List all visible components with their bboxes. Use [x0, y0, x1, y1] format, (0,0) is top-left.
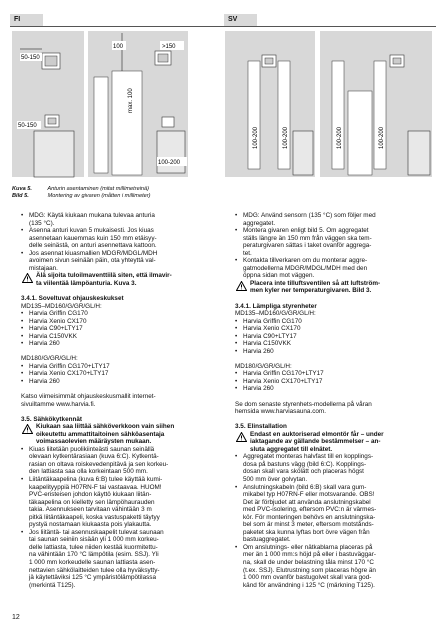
fig2-dim-a: 100	[113, 44, 124, 50]
bullet-item	[21, 227, 227, 250]
text-line: delle lattiasta, tulee niiden kestää kuormitettu-	[29, 543, 158, 551]
lang-tab-sv	[224, 14, 257, 26]
text-line: • Anslutningskabeln (bild 6:B) skall vara gum-	[243, 483, 367, 491]
section-heading: 3.4.1. Lämpliga styrenheter	[235, 302, 317, 310]
fig2-dim-c: >150	[162, 44, 176, 50]
text-line: 500 mm över golvytan.	[243, 475, 308, 483]
bullet-item	[235, 257, 441, 280]
text-line: voimassaolevien määräysten mukaan.	[36, 438, 152, 446]
text-line: täkaapelina on kielletty sen lämpöhaurauden	[29, 498, 155, 506]
model-item: • Harvia Griffin CG170+LTY17	[235, 370, 441, 378]
text-line: paketet ska kunna lyftas bort övre vägen från	[243, 528, 370, 536]
model-item: • Harvia Xenio CX170	[21, 318, 227, 326]
text-line: kaapelityyppiä H07RN-F tai vastaavaa. HUOM!	[29, 483, 162, 491]
bullet-item	[235, 212, 441, 227]
bullet-list	[21, 212, 227, 272]
text-line: mikabel typ H07RN-F eller motsvarande. OBS!	[243, 491, 375, 499]
fig3-dim-a: 100-200	[253, 126, 259, 149]
text-line: • Montera givaren enligt bild 5. Om aggregatet	[243, 227, 369, 235]
spacer	[21, 385, 227, 393]
warning-icon	[22, 424, 33, 434]
page-number: 12	[12, 614, 20, 621]
text-line: peraturgivaren sättas i taket ovanför aggrega-	[243, 242, 372, 250]
model-item: • Harvia C150VKK	[21, 333, 227, 341]
fig2-dim-d: 100-200	[158, 160, 181, 166]
text-line: • Jos asennat kiuasmallien MDGR/MDGL/MDH	[29, 249, 158, 257]
text-line: med PVC-isolering, eftersom PVC:n är värmes-	[243, 506, 377, 514]
bullet-item	[21, 476, 227, 529]
model-item: • Harvia C90+LTY17	[21, 325, 227, 333]
text-line: na vähintään 170 °C lämpötila (esim. SSJ). Yli	[29, 551, 159, 559]
spacer	[21, 287, 227, 295]
text-line: aggregatet.	[243, 219, 276, 227]
text-line: dosan skall vara skölätt och placeras högst	[243, 468, 364, 476]
model-item: • Harvia 260	[21, 378, 227, 386]
bullet-item	[235, 453, 441, 483]
text-line: Älä sijoita tuloilmaventtiilä siten, että ilmavir-	[36, 272, 172, 280]
bullet-item	[235, 227, 441, 257]
text-line: mer än 1 000 mm:s höjd på eller i bastuväggar-	[243, 551, 376, 559]
model-item: • Harvia 260	[21, 340, 227, 348]
text-line: nettavien sähkölaitteiden tulee olla hyväksytty-	[29, 566, 160, 574]
figure-panel-1	[12, 31, 84, 177]
figure-panel-4	[320, 31, 432, 177]
bullet-list	[235, 212, 441, 280]
warning-icon	[236, 281, 247, 291]
lang-label-sv: SV	[228, 16, 238, 23]
bullet-item	[21, 212, 227, 227]
model-list	[235, 318, 441, 356]
section-heading: 3.5. Elinstallation	[235, 423, 287, 431]
text-line: bastuaggregatet.	[243, 536, 291, 544]
swedish-column	[235, 212, 441, 589]
bullet-list-2	[235, 453, 441, 589]
text-line: • Aggregatet monteras halvfast till en kopplings-	[243, 453, 374, 461]
text-line: ta viilentää lämpöanturia. Kuva 3.	[36, 279, 137, 287]
lang-tab-fi	[10, 14, 43, 26]
model-item: • Harvia C150VKK	[235, 340, 441, 348]
bullet-item	[21, 446, 227, 476]
caption-sv-label: Bild 5.	[12, 193, 29, 199]
website-note	[21, 393, 227, 408]
model-item: • Harvia Griffin CG170	[235, 318, 441, 326]
text-line: PVC-eristeisen johdon käyttö kiukaan liitän-	[29, 491, 152, 499]
text-line: • Kontakta tillverkaren om du monterar aggre-	[243, 257, 368, 265]
section-heading: 3.5. Sähkökytkennät	[21, 415, 82, 423]
models-heading-2: MD180/G/GR/GL/H:	[235, 362, 292, 370]
finnish-column	[21, 212, 227, 589]
text-line: rasian on oltava roiskevedenpitävä ja sen korkeu-	[29, 460, 169, 468]
model-item: • Harvia Xenio CX170	[235, 325, 441, 333]
fig1-dim-b: 50-150	[18, 123, 37, 129]
text-line: pitkä liitäntäkaapeli, koska vastuspaketti täytyy	[29, 513, 160, 521]
text-line: kör. För monteringen behövs en anslutningska-	[243, 513, 376, 521]
text-line: olevaan kytkentärasiaan (kuva 6:C). Kytkentä-	[29, 453, 159, 461]
text-line: (135 °C).	[29, 219, 55, 227]
text-line: ställs längre än 150 mm från väggen ska tem-	[243, 234, 372, 242]
text-line: Se dom senaste styrenhets-modellerna på våran	[235, 400, 372, 408]
figure-panel-2	[88, 31, 188, 177]
text-line: • Asenna anturi kuvan 5 mukaisesti. Jos kiuas	[29, 227, 154, 235]
text-line: hemsida www.harviasauna.com.	[235, 408, 326, 416]
warning-block	[235, 431, 441, 454]
text-line: na, skall de under belastning tåla minst 170 °C	[243, 558, 374, 566]
warning-block	[21, 423, 227, 446]
text-line: • Kiuas liitetään puolikiinteästi saunan seinällä	[29, 445, 155, 453]
text-line: men kyler ner temperaturgivaren. Bild 3.	[250, 287, 372, 295]
text-line: tai saunan seiniin sisään yli 1 000 mm korkeu-	[29, 536, 159, 544]
text-line: Placera inte tilluftsventilen så att luftström-	[250, 279, 381, 287]
bullet-item	[21, 529, 227, 589]
text-line: • MDG: Käytä kiukaan mukana tulevaa anturia	[29, 212, 155, 219]
text-line: Katso viimeisimmät ohjauskeskusmallit internet-	[21, 392, 156, 400]
lang-label-fi: FI	[14, 16, 21, 23]
figure-panel-3	[225, 31, 315, 177]
section-heading: 3.4.1. Soveltuvat ohjauskeskukset	[21, 294, 124, 302]
warning-block	[235, 280, 441, 295]
text-line: delle seinästä, on anturi asennettava kattoon.	[29, 242, 157, 250]
model-item: • Harvia Xenio CX170+LTY17	[235, 378, 441, 386]
caption-fi-label: Kuva 5.	[12, 186, 32, 192]
bullet-item	[21, 250, 227, 273]
text-line: jä käytettäviksi 125 °C ympäristölämpötilassa	[29, 574, 156, 582]
text-line: den lattiasta saa olla korkeintaan 500 mm.	[29, 468, 148, 476]
text-line: • Liitäntäkaapelina (kuva 6:B) tulee käyttää kumi-	[29, 475, 163, 483]
fig4-dim-b: 100-200	[379, 126, 385, 149]
text-line: (merkintä T125).	[29, 581, 76, 589]
text-line: tet.	[243, 249, 252, 257]
model-item: • Harvia Griffin CG170	[21, 310, 227, 318]
models-heading: MD135–MD160/G/GR/GL/H:	[235, 310, 316, 318]
caption-sv-text: Montering av givaren (måtten i millimeter)	[47, 193, 151, 199]
spacer	[235, 355, 441, 363]
text-line: Kiukaan saa liittää sähköverkkoon vain siihen	[36, 423, 175, 431]
warning-icon	[236, 432, 247, 442]
fig2-dim-b: max. 100	[128, 88, 134, 113]
text-line: pystyä nostamaan kiukaasta pois ylakautta.	[29, 521, 152, 529]
figure-caption	[12, 186, 150, 200]
fig3-dim-b: 100-200	[283, 126, 289, 149]
bullet-list-2	[21, 446, 227, 589]
text-line: dosa på bastuns vägg (bild 6:C). Kopplings-	[243, 460, 367, 468]
spacer	[235, 295, 441, 303]
spacer	[235, 393, 441, 401]
bullet-item	[235, 484, 441, 544]
text-line: sluta aggregatet till elnätet.	[250, 445, 333, 453]
text-line: öppna sidan mot väggen.	[243, 272, 315, 280]
text-line: oikeutettu ammattitaitoinen sähköasentaja	[36, 430, 165, 438]
text-line: bel som är minst 3 meter, eftersom motstånds-	[243, 521, 374, 529]
text-line: känd för användning i 125 °C (märkning T125).	[243, 581, 375, 589]
text-line: Det är förbjudet att använda anslutningskabel	[243, 498, 371, 506]
warning-block	[21, 272, 227, 287]
model-list-2	[235, 370, 441, 393]
text-line: asennetaan kauemmas kuin 150 mm etäisyy-	[29, 234, 157, 242]
model-item: • Harvia Griffin CG170+LTY17	[21, 363, 227, 371]
text-line: • Jos liitäntä- tai asennuskaapelit tulevat saunaan	[29, 528, 164, 536]
model-item: • Harvia 260	[235, 385, 441, 393]
text-line: takia. Asennukseen tarvitaan vähintään 3 m	[29, 506, 152, 514]
text-line: iaktagande av gällande bestämmelser – an-	[250, 438, 381, 446]
text-line: 1 000 mm ovanför bastugolvet skall vara god-	[243, 574, 372, 582]
model-item: • Harvia 260	[235, 348, 441, 356]
text-line: avoimen sivun seinään päin, ota yhteyttä val-	[29, 257, 156, 265]
spacer	[235, 416, 441, 424]
model-list	[21, 310, 227, 348]
text-line: • MDG: Använd sensorn (135 °C) som följer med	[243, 212, 376, 219]
model-item: • Harvia C90+LTY17	[235, 333, 441, 341]
models-heading: MD135–MD160/G/GR/GL/H:	[21, 302, 102, 310]
text-line: 1 000 mm korkeudelle saunan lattiasta asen-	[29, 558, 156, 566]
header-rule	[10, 26, 436, 27]
model-list-2	[21, 363, 227, 386]
model-item: • Harvia Xenio CX170+LTY17	[21, 370, 227, 378]
spacer	[21, 348, 227, 356]
sensor-installation-figure	[12, 31, 434, 183]
caption-fi-text: Anturin asentaminen (mitat millimetreinä)	[47, 186, 150, 192]
text-line: • Om anslutnings- eller nätkablarna placeras på	[243, 543, 373, 551]
spacer	[21, 408, 227, 416]
text-line: mistajaan.	[29, 264, 58, 272]
text-line: gatmodellerna MDGR/MDGL/MDH med den	[243, 264, 368, 272]
text-line: sivuiltamme www.harvia.fi.	[21, 400, 96, 408]
fig1-dim-a: 50-150	[21, 55, 40, 61]
website-note	[235, 401, 441, 416]
text-line: (t.ex. SSJ). Elutrustning som placeras högre än	[243, 566, 376, 574]
models-heading-2: MD180/G/GR/GL/H:	[21, 355, 78, 363]
fig4-dim-a: 100-200	[337, 126, 343, 149]
warning-icon	[22, 273, 33, 283]
text-line: Endast en auktoriserad elmontör får – under	[250, 430, 384, 438]
bullet-item	[235, 544, 441, 589]
